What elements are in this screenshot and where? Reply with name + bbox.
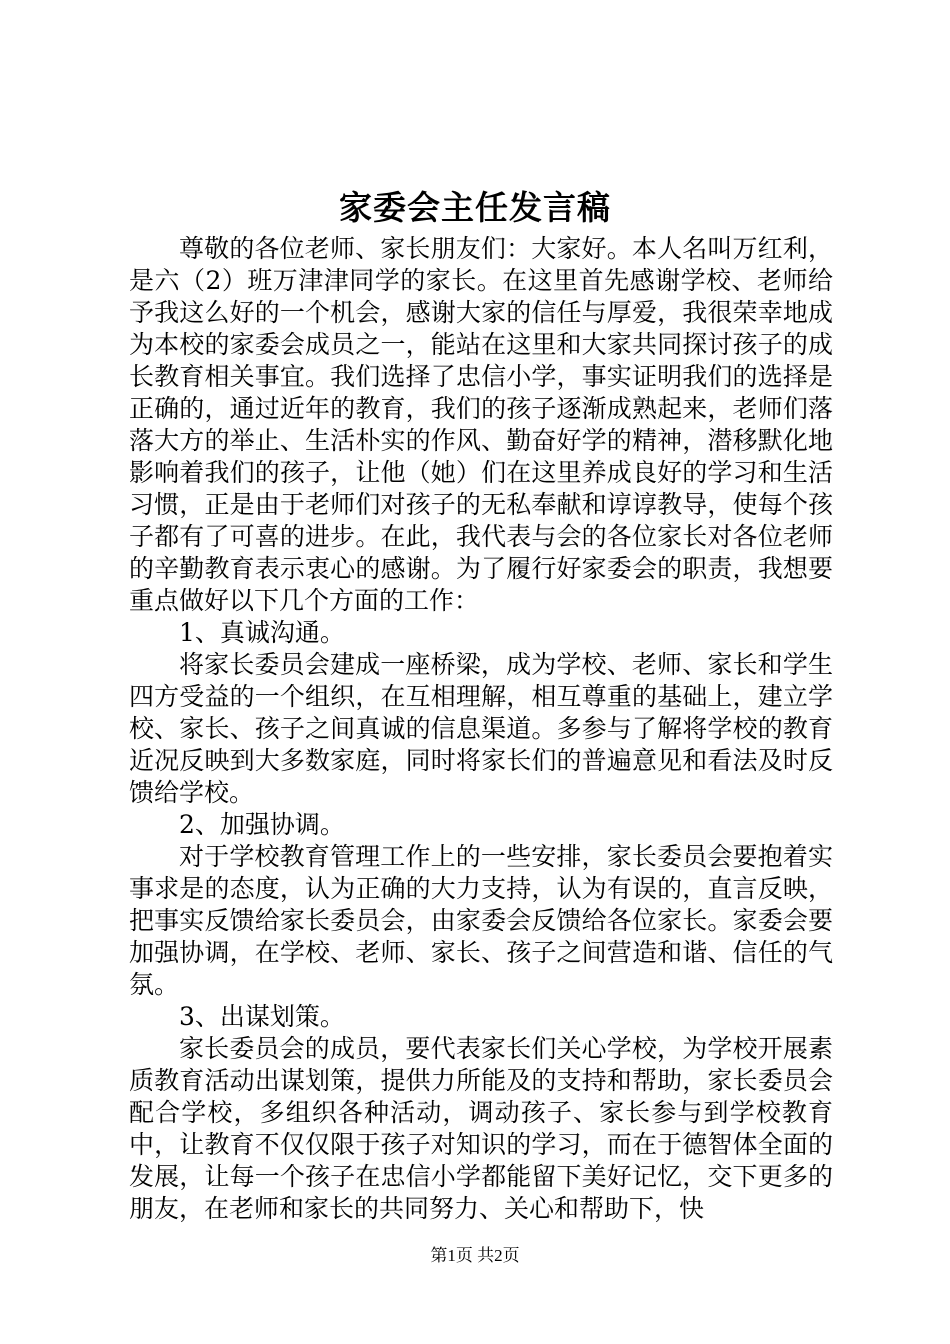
paragraph-item-2: 对于学校教育管理工作上的一些安排，家长委员会要抱着实事求是的态度，认为正确的大力支持，认为有误的，直言反映，把事实反馈给家长委员会，由家委会反馈给各位家长。家委会要加强协调，在学校、老师、家长、孩子之间营造和谐、信任的气氛。 (129, 842, 833, 999)
document-title: 家委会主任发言稿 (339, 188, 611, 227)
heading-item-2: 2、加强协调。 (179, 810, 345, 839)
paragraph-item-1: 将家长委员会建成一座桥梁，成为学校、老师、家长和学生四方受益的一个组织，在互相理解，相互尊重的基础上，建立学校、家长、孩子之间真诚的信息渠道。多参与了解将学校的教育近况反映到大多数家庭，同时将家长们的普遍意见和看法及时反馈给学校。 (129, 650, 833, 807)
paragraph-item-3: 家长委员会的成员，要代表家长们关心学校，为学校开展素质教育活动出谋划策，提供力所能及的支持和帮助，家长委员会配合学校，多组织各种活动，调动孩子、家长参与到学校教育中，让教育不仅仅限于孩子对知识的学习，而在于德智体全面的发展，让每一个孩子在忠信小学都能留下美好记忆，交下更多的朋友，在老师和家长的共同努力、关心和帮助下，快 (129, 1034, 833, 1223)
page-number-footer: 第1页 共2页 (430, 1246, 520, 1265)
heading-item-3: 3、出谋划策。 (179, 1002, 345, 1031)
document-body (129, 233, 833, 1225)
paragraph-intro: 尊敬的各位老师、家长朋友们：大家好。本人名叫万红利，是六（2）班万津津同学的家长。在这里首先感谢学校、老师给予我这么好的一个机会，感谢大家的信任与厚爱，我很荣幸地成为本校的家委会成员之一，能站在这里和大家共同探讨孩子的成长教育相关事宜。我们选择了忠信小学，事实证明我们的选择是正确的，通过近年的教育，我们的孩子逐渐成熟起来，老师们落落大方的举止、生活朴实的作风、勤奋好学的精神，潜移默化地影响着我们的孩子，让他（她）们在这里养成良好的学习和生活习惯，正是由于老师们对孩子的无私奉献和谆谆教导，使每个孩子都有了可喜的进步。在此，我代表与会的各位家长对各位老师的辛勤教育表示衷心的感谢。为了履行好家委会的职责，我想要重点做好以下几个方面的工作： (129, 234, 833, 615)
heading-item-1: 1、真诚沟通。 (179, 618, 345, 647)
